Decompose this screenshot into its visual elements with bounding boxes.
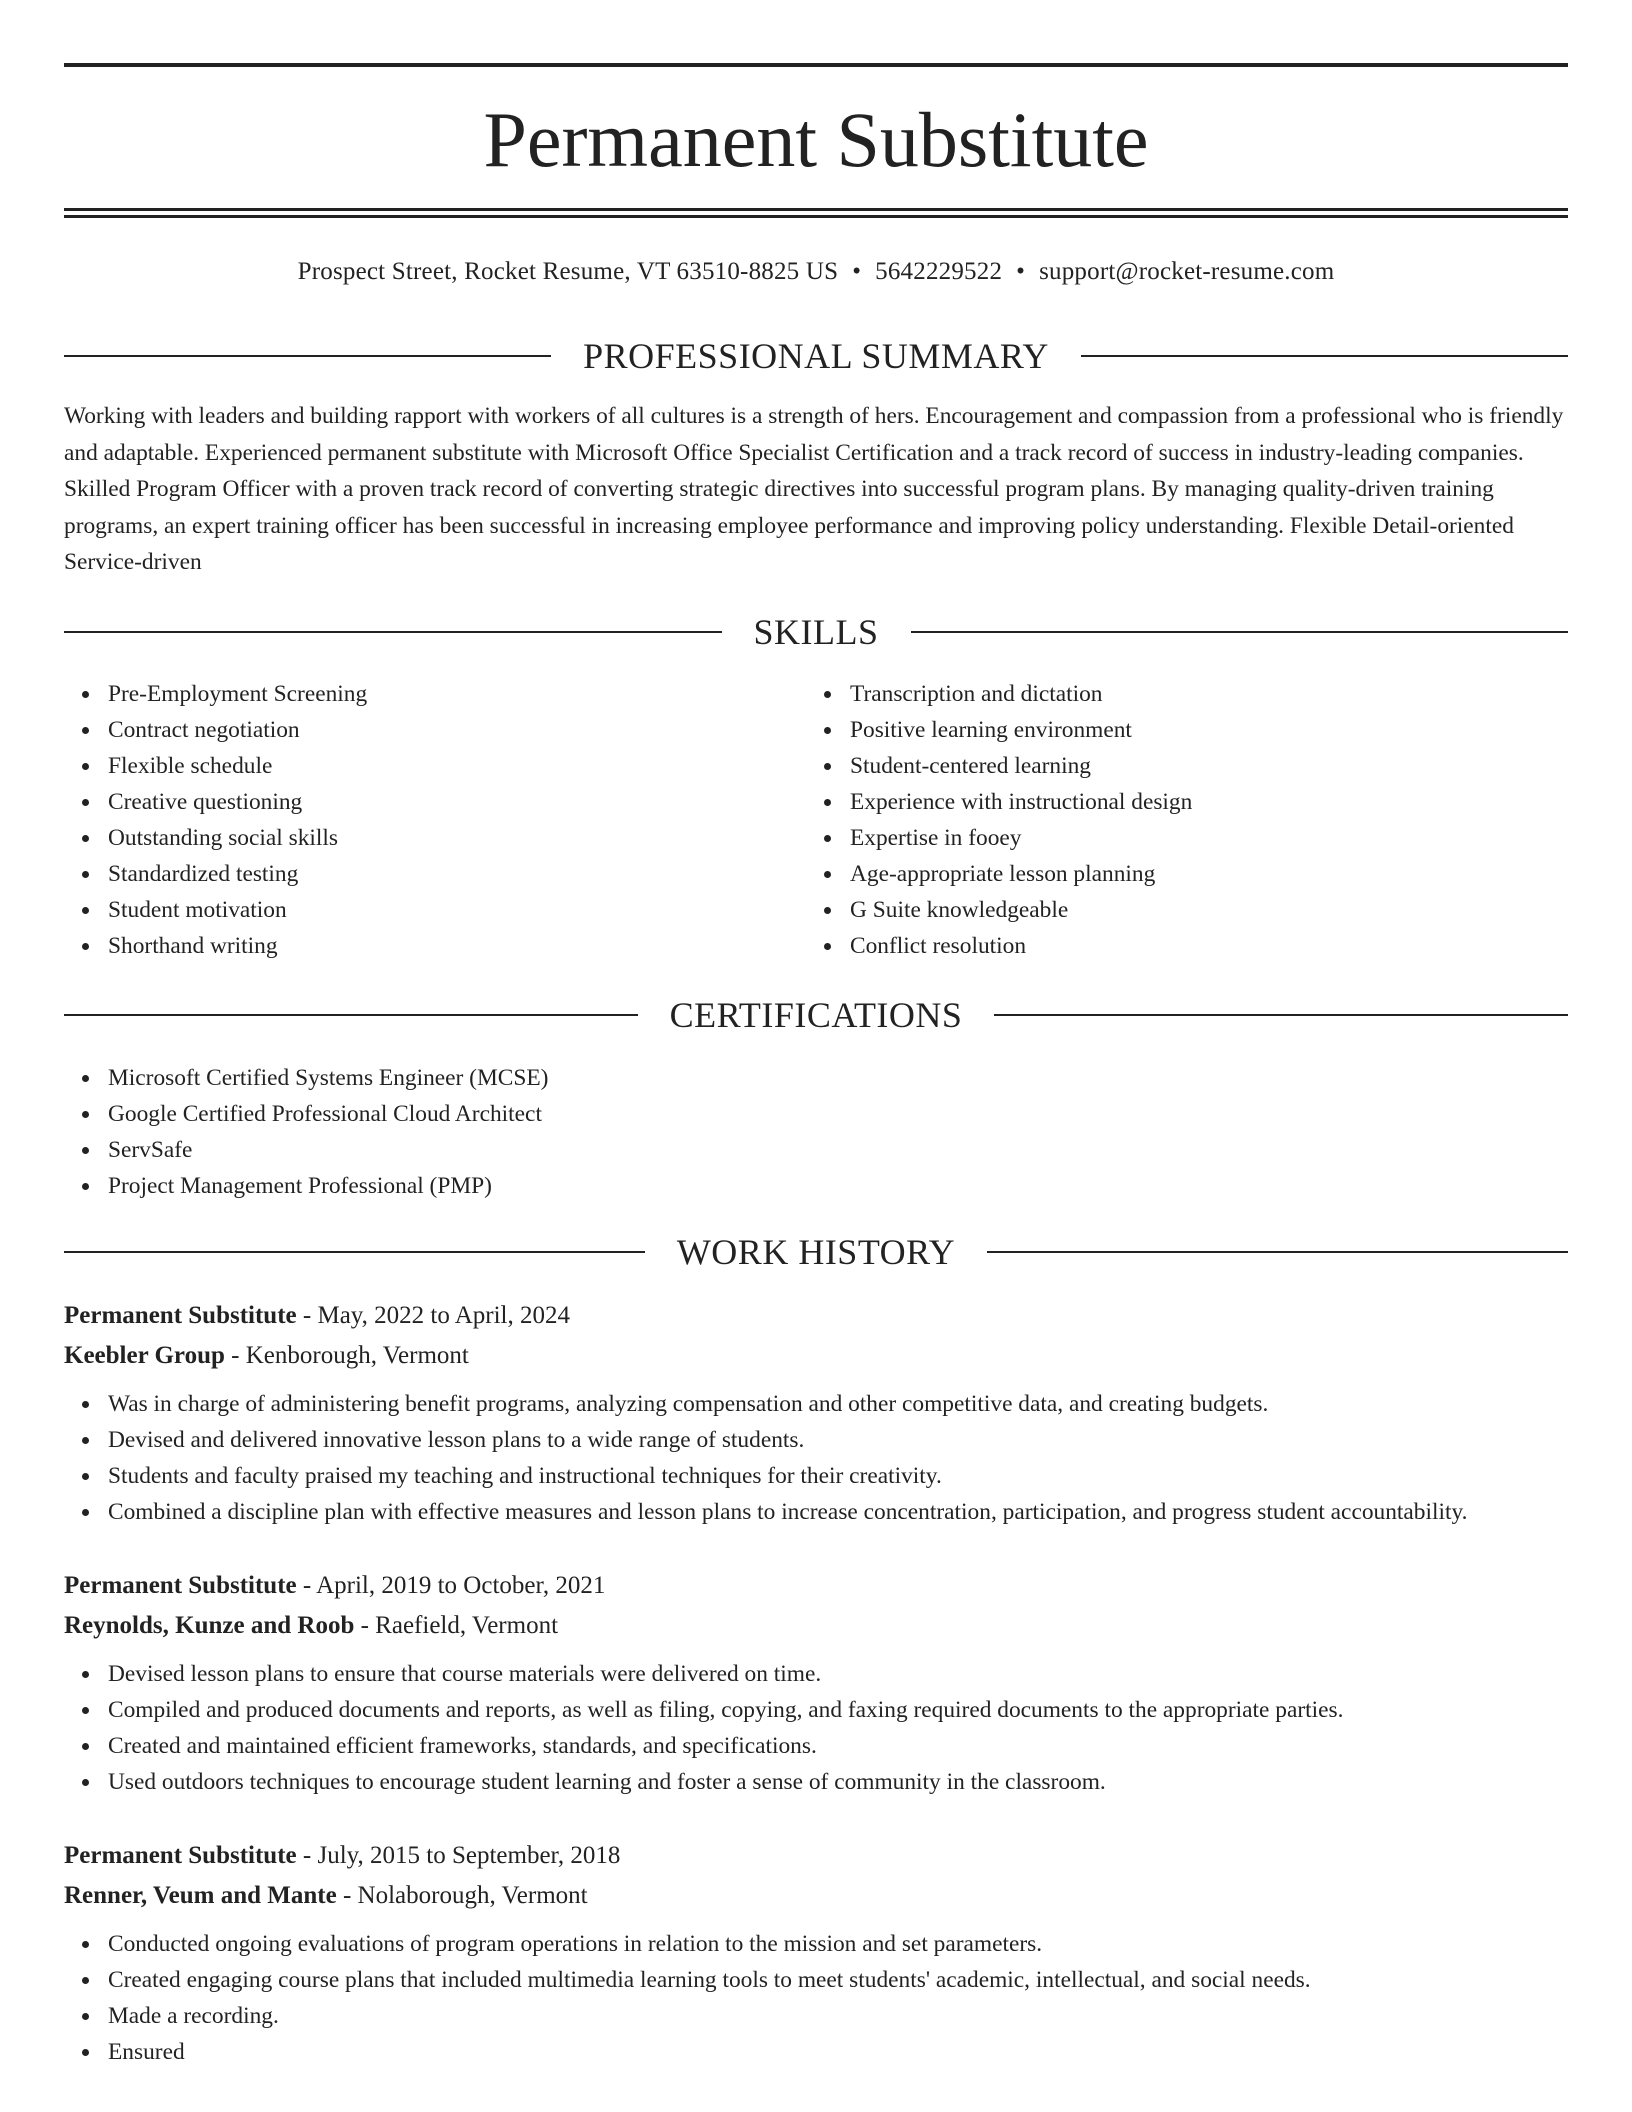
skill-item: Pre-Employment Screening xyxy=(64,676,764,712)
section-rule-right xyxy=(987,1251,1568,1253)
job-title: Permanent Substitute xyxy=(64,1572,297,1599)
section-title-summary: PROFESSIONAL SUMMARY xyxy=(583,336,1049,376)
section-rule-left xyxy=(64,1251,645,1253)
job-company-line xyxy=(64,1336,1568,1376)
section-title-work-history: WORK HISTORY xyxy=(676,1232,956,1272)
job-company: Keebler Group xyxy=(64,1342,225,1369)
section-title-certifications: CERTIFICATIONS xyxy=(669,995,963,1035)
job-dates: - April, 2019 to October, 2021 xyxy=(296,1572,606,1599)
job-bullet: Combined a discipline plan with effective measures and lesson plans to increase concentration, participation, and progress student accountability. xyxy=(64,1494,1568,1530)
job-company-line xyxy=(64,1876,1568,1916)
job-bullet: Devised lesson plans to ensure that course materials were delivered on time. xyxy=(64,1656,1568,1692)
job-dates: - July, 2015 to September, 2018 xyxy=(296,1842,621,1869)
skill-item: Transcription and dictation xyxy=(806,676,1566,712)
section-header-work-history xyxy=(64,1230,1568,1274)
job-bullet: Created engaging course plans that included multimedia learning tools to meet students' academic, intellectual, and social needs. xyxy=(64,1962,1568,1998)
job-title-line xyxy=(64,1836,1568,1876)
section-header-certifications xyxy=(64,993,1568,1037)
skills-list-right xyxy=(806,676,1566,964)
section-rule-right xyxy=(994,1014,1568,1016)
header-double-rule-lower xyxy=(64,215,1568,218)
certification-item: Project Management Professional (PMP) xyxy=(64,1168,1064,1204)
section-rule-right xyxy=(1081,355,1568,357)
job-bullet: Students and faculty praised my teaching and instructional techniques for their creativity. xyxy=(64,1458,1568,1494)
job-entry xyxy=(64,1566,1568,1800)
header-double-rule-upper xyxy=(64,208,1568,211)
skill-item: Standardized testing xyxy=(64,856,764,892)
section-rule-left xyxy=(64,1014,638,1016)
section-rule-left xyxy=(64,631,722,633)
contact-email: support@rocket-resume.com xyxy=(1039,258,1335,285)
contact-address: Prospect Street, Rocket Resume, VT 63510-8825 US xyxy=(297,258,839,285)
skill-item: Contract negotiation xyxy=(64,712,764,748)
resume-title: Permanent Substitute xyxy=(483,96,1149,183)
certification-item: Google Certified Professional Cloud Architect xyxy=(64,1096,1064,1132)
job-title: Permanent Substitute xyxy=(64,1842,297,1869)
job-bullets xyxy=(64,1656,1568,1800)
job-company: Renner, Veum and Mante xyxy=(64,1882,337,1909)
contact-separator: • xyxy=(1016,258,1026,285)
section-header-summary xyxy=(64,334,1568,378)
section-header-skills xyxy=(64,610,1568,654)
job-entry xyxy=(64,1836,1568,2070)
certification-item: ServSafe xyxy=(64,1132,1064,1168)
certifications-list xyxy=(64,1060,1064,1204)
contact-separator: • xyxy=(852,258,862,285)
section-rule-right xyxy=(911,631,1569,633)
contact-line xyxy=(64,254,1568,290)
job-bullet: Created and maintained efficient frameworks, standards, and specifications. xyxy=(64,1728,1568,1764)
job-bullet: Ensured xyxy=(64,2034,1568,2070)
job-bullet: Compiled and produced documents and reports, as well as filing, copying, and faxing required documents to the appropriate parties. xyxy=(64,1692,1568,1728)
contact-phone: 5642229522 xyxy=(875,258,1003,285)
skill-item: Student-centered learning xyxy=(806,748,1566,784)
job-bullet: Conducted ongoing evaluations of program operations in relation to the mission and set parameters. xyxy=(64,1926,1568,1962)
section-title-skills: SKILLS xyxy=(753,612,879,652)
section-rule-left xyxy=(64,355,551,357)
skills-list-left xyxy=(64,676,764,964)
skill-item: Shorthand writing xyxy=(64,928,764,964)
job-title: Permanent Substitute xyxy=(64,1302,297,1329)
header-top-rule xyxy=(64,63,1568,67)
skill-item: Expertise in fooey xyxy=(806,820,1566,856)
job-bullet: Used outdoors techniques to encourage student learning and foster a sense of community in the classroom. xyxy=(64,1764,1568,1800)
certification-item: Microsoft Certified Systems Engineer (MCSE) xyxy=(64,1060,1064,1096)
skill-item: Positive learning environment xyxy=(806,712,1566,748)
job-location: - Kenborough, Vermont xyxy=(224,1342,469,1369)
job-bullet: Devised and delivered innovative lesson plans to a wide range of students. xyxy=(64,1422,1568,1458)
skill-item: Outstanding social skills xyxy=(64,820,764,856)
job-bullets xyxy=(64,1386,1568,1530)
job-company-line xyxy=(64,1606,1568,1646)
job-title-line xyxy=(64,1566,1568,1606)
job-entry xyxy=(64,1296,1568,1530)
skill-item: Creative questioning xyxy=(64,784,764,820)
professional-summary-text: Working with leaders and building rapport with workers of all cultures is a strength of hers. Encouragement and compassion from a professional who is friendly and adaptable. Experienced permanent substitute with Microsoft Office Specialist Certification and a track record of success in industry-leading companies. Skilled Program Officer with a proven track record of converting strategic directives into successful program plans. By managing quality-driven training programs, an expert training officer has been successful in increasing employee performance and improving policy understanding. Flexible Detail-oriented Service-driven xyxy=(64,403,1564,575)
skill-item: Conflict resolution xyxy=(806,928,1566,964)
job-location: - Raefield, Vermont xyxy=(354,1612,559,1639)
job-bullets xyxy=(64,1926,1568,2070)
job-dates: - May, 2022 to April, 2024 xyxy=(296,1302,571,1329)
skill-item: Flexible schedule xyxy=(64,748,764,784)
skill-item: Age-appropriate lesson planning xyxy=(806,856,1566,892)
skill-item: Student motivation xyxy=(64,892,764,928)
job-bullet: Made a recording. xyxy=(64,1998,1568,2034)
skill-item: G Suite knowledgeable xyxy=(806,892,1566,928)
skill-item: Experience with instructional design xyxy=(806,784,1566,820)
job-title-line xyxy=(64,1296,1568,1336)
job-bullet: Was in charge of administering benefit programs, analyzing compensation and other competitive data, and creating budgets. xyxy=(64,1386,1568,1422)
job-location: - Nolaborough, Vermont xyxy=(336,1882,588,1909)
job-company: Reynolds, Kunze and Roob xyxy=(64,1612,355,1639)
